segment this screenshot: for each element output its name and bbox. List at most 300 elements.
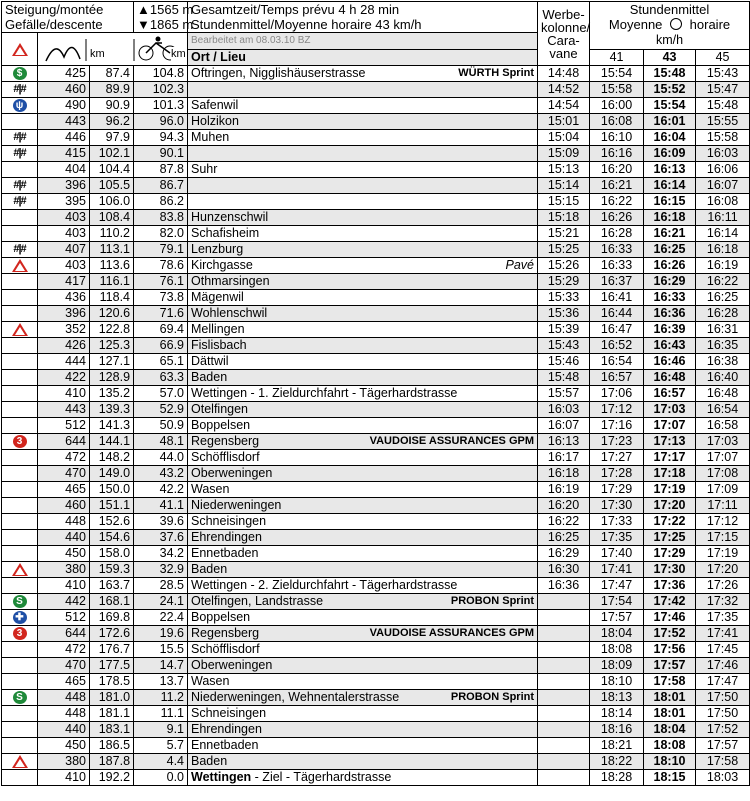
time-41: 18:21	[590, 738, 644, 754]
km-remaining: 94.3	[134, 130, 188, 146]
km-remaining: 82.0	[134, 226, 188, 242]
time-43: 18:01	[644, 706, 696, 722]
time-43: 16:25	[644, 242, 696, 258]
time-41: 16:08	[590, 114, 644, 130]
time-45: 17:08	[696, 466, 750, 482]
caravan-time: 16:19	[538, 482, 590, 498]
km-remaining: 39.6	[134, 514, 188, 530]
time-45: 16:40	[696, 370, 750, 386]
time-41: 18:04	[590, 626, 644, 642]
row-icon-cell	[2, 626, 38, 642]
km-done: 104.4	[90, 162, 134, 178]
place-name: Lenzburg	[191, 242, 244, 256]
time-41: 16:16	[590, 146, 644, 162]
caravan-time: 16:30	[538, 562, 590, 578]
km-done: 96.2	[90, 114, 134, 130]
altitude: 403	[38, 258, 90, 274]
table-row	[2, 770, 750, 786]
row-icon-cell	[2, 578, 38, 594]
caravan-time: 16:22	[538, 514, 590, 530]
place	[188, 322, 538, 338]
place	[188, 562, 538, 578]
place	[188, 386, 538, 402]
place-name: Regensberg	[191, 434, 260, 448]
time-41: 16:47	[590, 322, 644, 338]
km-remaining: 86.2	[134, 194, 188, 210]
header-row-1	[2, 2, 750, 18]
altitude: 470	[38, 466, 90, 482]
altitude: 404	[38, 162, 90, 178]
row-icon-cell	[2, 210, 38, 226]
time-41: 18:22	[590, 754, 644, 770]
km-remaining: 24.1	[134, 594, 188, 610]
warning-icon	[12, 563, 28, 576]
place	[188, 482, 538, 498]
altitude: 395	[38, 194, 90, 210]
time-43: 16:48	[644, 370, 696, 386]
time-43: 17:25	[644, 530, 696, 546]
km-done: 120.6	[90, 306, 134, 322]
table-row	[2, 66, 750, 82]
time-43: 16:33	[644, 290, 696, 306]
time-43: 17:18	[644, 466, 696, 482]
time-43: 18:04	[644, 722, 696, 738]
km-done: 102.1	[90, 146, 134, 162]
place-name: Dättwil	[191, 354, 229, 368]
time-41: 17:06	[590, 386, 644, 402]
table-row	[2, 738, 750, 754]
place	[188, 354, 538, 370]
km-remaining: 41.1	[134, 498, 188, 514]
time-45: 17:47	[696, 674, 750, 690]
caravan-time: 15:13	[538, 162, 590, 178]
time-45: 16:08	[696, 194, 750, 210]
place	[188, 162, 538, 178]
time-45: 15:55	[696, 114, 750, 130]
caravan-time: 15:04	[538, 130, 590, 146]
caravan-time: 15:57	[538, 386, 590, 402]
table-row	[2, 226, 750, 242]
km-remaining: 37.6	[134, 530, 188, 546]
time-45: 16:25	[696, 290, 750, 306]
time-41: 16:10	[590, 130, 644, 146]
km-done: 152.6	[90, 514, 134, 530]
time-43: 17:13	[644, 434, 696, 450]
table-row	[2, 658, 750, 674]
aid-icon: ✚	[13, 611, 27, 624]
time-45: 16:07	[696, 178, 750, 194]
avg-subtitle: Moyenne horaire	[590, 17, 750, 33]
time-43: 16:09	[644, 146, 696, 162]
km-done: 127.1	[90, 354, 134, 370]
time-45: 17:52	[696, 722, 750, 738]
time-43: 17:29	[644, 546, 696, 562]
place-name: Baden	[191, 754, 228, 768]
place-name: Ehrendingen	[191, 722, 262, 736]
row-icon-cell	[2, 690, 38, 706]
time-43: 17:07	[644, 418, 696, 434]
time-41: 17:28	[590, 466, 644, 482]
time-43: 16:15	[644, 194, 696, 210]
row-icon-cell	[2, 658, 38, 674]
altitude: 644	[38, 434, 90, 450]
row-icon-cell	[2, 338, 38, 354]
km-done: 89.9	[90, 82, 134, 98]
km-remaining: 43.2	[134, 466, 188, 482]
time-45: 17:41	[696, 626, 750, 642]
time-45: 15:58	[696, 130, 750, 146]
km-remaining: 15.5	[134, 642, 188, 658]
climb-value: ▲1565 m	[134, 2, 188, 18]
table-row	[2, 82, 750, 98]
place	[188, 210, 538, 226]
time-43: 18:10	[644, 754, 696, 770]
caravan-time	[538, 610, 590, 626]
time-45: 18:03	[696, 770, 750, 786]
km-remaining: 79.1	[134, 242, 188, 258]
km-done: 181.0	[90, 690, 134, 706]
place-name: Schöfflisdorf	[191, 450, 260, 464]
time-41: 16:00	[590, 98, 644, 114]
time-41: 18:28	[590, 770, 644, 786]
time-45: 16:22	[696, 274, 750, 290]
caravan-time: 15:29	[538, 274, 590, 290]
time-45: 17:19	[696, 546, 750, 562]
km-remaining: 90.1	[134, 146, 188, 162]
table-row	[2, 162, 750, 178]
time-43: 15:54	[644, 98, 696, 114]
time-43: 16:57	[644, 386, 696, 402]
time-45: 16:58	[696, 418, 750, 434]
caravan-time: 15:36	[538, 306, 590, 322]
place	[188, 658, 538, 674]
place-name: Oftringen, Nigglishäuserstrasse	[191, 66, 366, 80]
km-done: 187.8	[90, 754, 134, 770]
place-name: Kirchgasse	[191, 258, 253, 272]
time-41: 17:54	[590, 594, 644, 610]
table-row	[2, 498, 750, 514]
time-43: 17:30	[644, 562, 696, 578]
altitude: 490	[38, 98, 90, 114]
altitude: 465	[38, 674, 90, 690]
table-row	[2, 754, 750, 770]
railway-crossing-icon: #|#	[13, 195, 26, 208]
table-row	[2, 610, 750, 626]
caravan-time	[538, 722, 590, 738]
km-done: 151.1	[90, 498, 134, 514]
km-done: 144.1	[90, 434, 134, 450]
table-row	[2, 642, 750, 658]
pave-note: Pavé	[505, 258, 535, 272]
caravan-time: 15:39	[538, 322, 590, 338]
time-43: 15:52	[644, 82, 696, 98]
caravan-header: Werbe- kolonne/ Cara- vane	[538, 2, 590, 66]
row-icon-cell	[2, 290, 38, 306]
caravan-time	[538, 770, 590, 786]
table-row	[2, 98, 750, 114]
table-row	[2, 482, 750, 498]
place	[188, 674, 538, 690]
place-name: Ennetbaden	[191, 546, 259, 560]
time-43: 17:19	[644, 482, 696, 498]
table-row	[2, 722, 750, 738]
altitude: 450	[38, 738, 90, 754]
time-41: 17:12	[590, 402, 644, 418]
place	[188, 418, 538, 434]
km-done: 128.9	[90, 370, 134, 386]
route-timetable	[1, 1, 750, 786]
km-remaining: 101.3	[134, 98, 188, 114]
place	[188, 706, 538, 722]
time-45: 17:45	[696, 642, 750, 658]
place-name: Holzikon	[191, 114, 239, 128]
time-45: 17:26	[696, 578, 750, 594]
place-name: Fislisbach	[191, 338, 247, 352]
km-remaining: 34.2	[134, 546, 188, 562]
time-41: 16:26	[590, 210, 644, 226]
sprint-icon: S	[13, 691, 27, 704]
table-row	[2, 354, 750, 370]
table-row	[2, 674, 750, 690]
row-icon-cell	[2, 642, 38, 658]
altitude: 410	[38, 770, 90, 786]
place	[188, 258, 538, 274]
km-done: 87.4	[90, 66, 134, 82]
caravan-time: 15:14	[538, 178, 590, 194]
row-icon-cell	[2, 482, 38, 498]
time-41: 17:27	[590, 450, 644, 466]
time-45: 17:11	[696, 498, 750, 514]
km-done: 125.3	[90, 338, 134, 354]
caravan-time	[538, 658, 590, 674]
time-45: 16:48	[696, 386, 750, 402]
time-45: 16:54	[696, 402, 750, 418]
time-43: 16:39	[644, 322, 696, 338]
row-icon-cell	[2, 322, 38, 338]
place-name: Wasen	[191, 674, 230, 688]
caravan-time: 15:33	[538, 290, 590, 306]
row-icon-cell	[2, 722, 38, 738]
place-name: Schneisingen	[191, 706, 267, 720]
table-row	[2, 386, 750, 402]
row-icon-cell	[2, 114, 38, 130]
time-41: 18:08	[590, 642, 644, 658]
row-icon-cell	[2, 130, 38, 146]
km-done: 178.5	[90, 674, 134, 690]
altitude: 352	[38, 322, 90, 338]
place	[188, 338, 538, 354]
altitude: 448	[38, 690, 90, 706]
time-41: 16:21	[590, 178, 644, 194]
altitude: 443	[38, 402, 90, 418]
place	[188, 114, 538, 130]
km-remaining: 57.0	[134, 386, 188, 402]
altitude: 440	[38, 722, 90, 738]
km-done: 154.6	[90, 530, 134, 546]
sprint-icon: S	[13, 595, 27, 608]
time-45: 15:47	[696, 82, 750, 98]
km-done: 181.1	[90, 706, 134, 722]
place	[188, 498, 538, 514]
time-41: 16:37	[590, 274, 644, 290]
place-name: Safenwil	[191, 98, 239, 112]
altitude: 422	[38, 370, 90, 386]
place-name: Muhen	[191, 130, 230, 144]
speed-41-header: 41	[590, 49, 644, 66]
altitude: 644	[38, 626, 90, 642]
time-45: 16:38	[696, 354, 750, 370]
altitude: 512	[38, 418, 90, 434]
place	[188, 370, 538, 386]
place-bold: Wettingen	[191, 770, 252, 784]
place	[188, 610, 538, 626]
table-row	[2, 322, 750, 338]
profile-icon	[38, 33, 186, 65]
km-done: 150.0	[90, 482, 134, 498]
km-remaining: 63.3	[134, 370, 188, 386]
mountain-cat-3-icon: 3	[13, 627, 27, 640]
time-41: 18:14	[590, 706, 644, 722]
caravan-time: 16:20	[538, 498, 590, 514]
sponsor-note: PROBON Sprint	[450, 595, 535, 607]
caravan-time: 15:48	[538, 370, 590, 386]
place-name: Wasen	[191, 482, 230, 496]
railway-crossing-icon: #|#	[13, 147, 26, 160]
place-name: Ennetbaden	[191, 738, 259, 752]
altitude: 465	[38, 482, 90, 498]
row-icon-cell	[2, 274, 38, 290]
km-done: 122.8	[90, 322, 134, 338]
row-icon-cell	[2, 610, 38, 626]
altitude: 448	[38, 514, 90, 530]
time-45: 17:46	[696, 658, 750, 674]
row-icon-cell	[2, 402, 38, 418]
altitude: 396	[38, 306, 90, 322]
place	[188, 770, 538, 786]
table-row	[2, 370, 750, 386]
altitude: 380	[38, 754, 90, 770]
time-45: 17:15	[696, 530, 750, 546]
caravan-time: 16:13	[538, 434, 590, 450]
place	[188, 546, 538, 562]
altitude: 472	[38, 642, 90, 658]
row-icon-cell	[2, 450, 38, 466]
caravan-time: 15:25	[538, 242, 590, 258]
km-done: 163.7	[90, 578, 134, 594]
place-name: Schöfflisdorf	[191, 642, 260, 656]
time-41: 16:28	[590, 226, 644, 242]
place-name: Hunzenschwil	[191, 210, 269, 224]
place	[188, 450, 538, 466]
km-done: 148.2	[90, 450, 134, 466]
place-name: Wettingen - 1. Zieldurchfahrt - Tägerhardstrasse	[191, 386, 458, 400]
warning-icon	[12, 259, 28, 272]
time-43: 17:36	[644, 578, 696, 594]
place	[188, 594, 538, 610]
km-remaining: 83.8	[134, 210, 188, 226]
time-41: 16:44	[590, 306, 644, 322]
km-done: 176.7	[90, 642, 134, 658]
speed-43-header: 43	[644, 49, 696, 66]
altitude: 410	[38, 578, 90, 594]
header-row-3	[2, 33, 750, 50]
table-row	[2, 306, 750, 322]
km-done: 159.3	[90, 562, 134, 578]
row-icon-cell	[2, 354, 38, 370]
place-name: Niederweningen, Wehnentalerstrasse	[191, 690, 400, 704]
caravan-time: 15:21	[538, 226, 590, 242]
caravan-time	[538, 738, 590, 754]
table-row	[2, 146, 750, 162]
km-done: 116.1	[90, 274, 134, 290]
sponsor-note: VAUDOISE ASSURANCES GPM	[369, 435, 535, 447]
table-row	[2, 530, 750, 546]
row-icon-cell	[2, 514, 38, 530]
row-icon-cell	[2, 498, 38, 514]
table-row	[2, 706, 750, 722]
caravan-time: 15:43	[538, 338, 590, 354]
caravan-time: 16:25	[538, 530, 590, 546]
place-name: Schafisheim	[191, 226, 260, 240]
place-name: Baden	[191, 562, 228, 576]
time-45: 16:31	[696, 322, 750, 338]
km-remaining: 48.1	[134, 434, 188, 450]
row-icon-cell	[2, 226, 38, 242]
table-row	[2, 114, 750, 130]
place	[188, 66, 538, 82]
altitude: 415	[38, 146, 90, 162]
row-icon-cell	[2, 754, 38, 770]
caravan-time: 16:36	[538, 578, 590, 594]
km-remaining: 50.9	[134, 418, 188, 434]
time-41: 16:20	[590, 162, 644, 178]
place-name: Mägenwil	[191, 290, 244, 304]
altitude: 460	[38, 82, 90, 98]
railway-crossing-icon: #|#	[13, 131, 26, 144]
km-remaining: 96.0	[134, 114, 188, 130]
sponsor-note: VAUDOISE ASSURANCES GPM	[369, 627, 535, 639]
place-name: Mellingen	[191, 322, 245, 336]
time-45: 16:28	[696, 306, 750, 322]
km-remaining: 22.4	[134, 610, 188, 626]
time-43: 16:01	[644, 114, 696, 130]
km-remaining: 73.8	[134, 290, 188, 306]
km-remaining: 14.7	[134, 658, 188, 674]
time-45: 15:48	[696, 98, 750, 114]
time-41: 17:16	[590, 418, 644, 434]
total-time: Gesamtzeit/Temps prévu 4 h 28 min	[188, 2, 538, 18]
time-45: 17:09	[696, 482, 750, 498]
descent-value: ▼1865 m	[134, 17, 188, 33]
time-45: 17:12	[696, 514, 750, 530]
km-remaining: 9.1	[134, 722, 188, 738]
altitude: 440	[38, 530, 90, 546]
place	[188, 146, 538, 162]
altitude: 512	[38, 610, 90, 626]
row-icon-cell	[2, 98, 38, 114]
caravan-time: 15:01	[538, 114, 590, 130]
time-41: 16:41	[590, 290, 644, 306]
row-icon-cell	[2, 146, 38, 162]
km-done: 168.1	[90, 594, 134, 610]
time-43: 17:20	[644, 498, 696, 514]
km-remaining: 42.2	[134, 482, 188, 498]
km-done: 177.5	[90, 658, 134, 674]
table-row	[2, 194, 750, 210]
km-remaining: 86.7	[134, 178, 188, 194]
table-row	[2, 562, 750, 578]
km-remaining: 11.1	[134, 706, 188, 722]
